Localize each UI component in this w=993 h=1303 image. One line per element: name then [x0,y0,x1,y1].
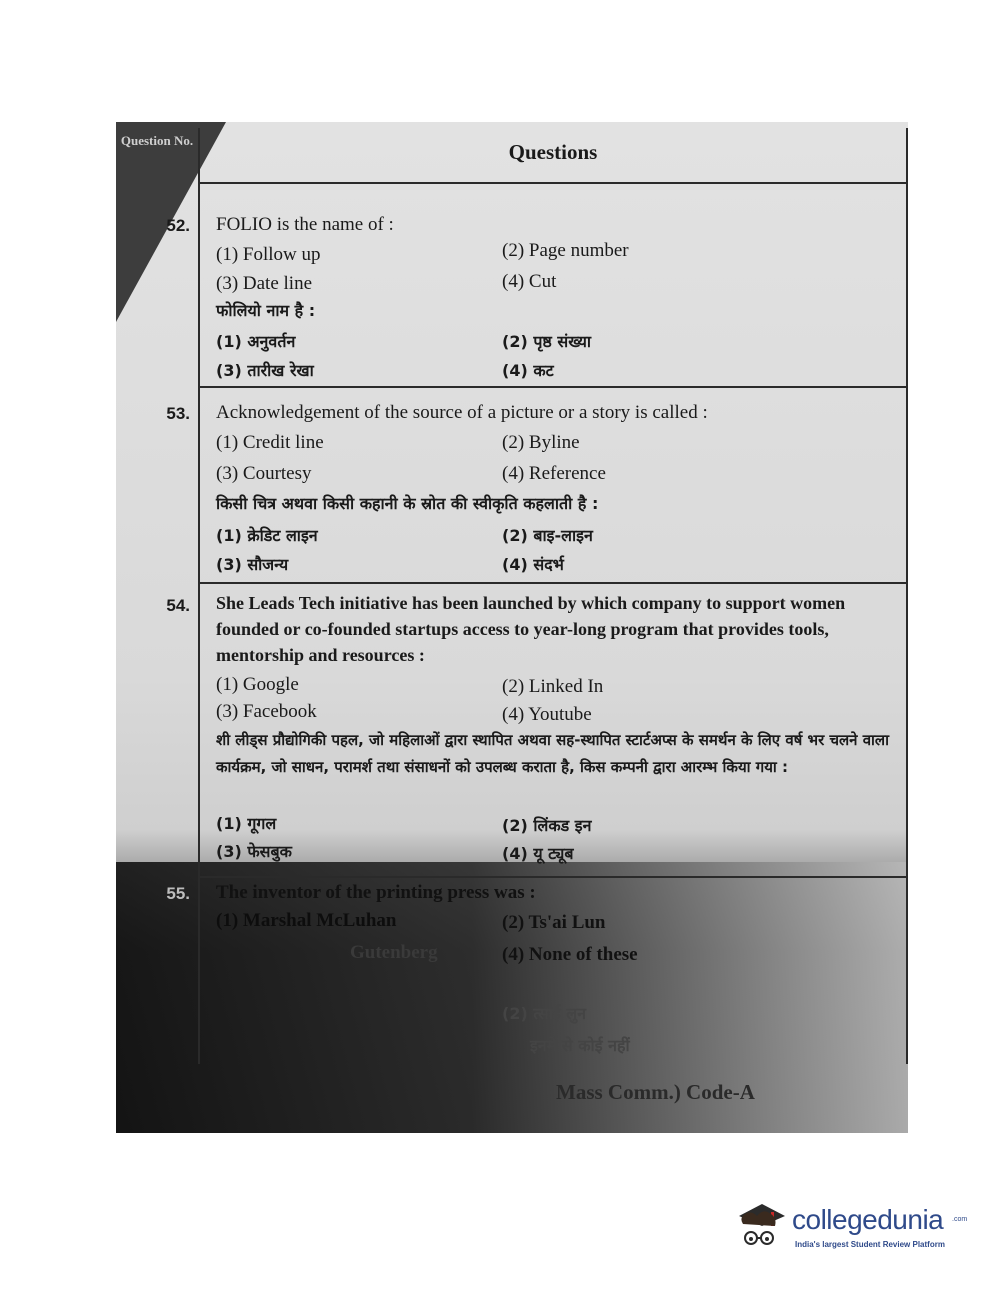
option-1-hi: (1) क्रेडिट लाइन [216,526,318,545]
table-header [120,128,906,184]
question-text-hi: किसी चित्र अथवा किसी कहानी के स्रोत की स्वीकृति कहलाती है : [216,494,599,513]
question-text-en: The inventor of the printing press was : [216,882,536,903]
mascot-icon [735,1198,789,1254]
footer-code: Mass Comm.) Code-A [556,1080,755,1104]
option-1-hi: (1) गूगल [216,814,277,833]
option-3-en: Gutenberg [350,942,438,963]
option-2-en: (2) Page number [502,240,629,261]
option-4-en: (4) Reference [502,463,606,484]
option-1-en: (1) Marshal McLuhan [216,910,397,931]
option-4-hi: इनमें से कोई नहीं [530,1036,630,1055]
option-3-hi: (3) फेसबुक [216,842,292,861]
option-4-en: (4) Youtube [502,704,592,725]
logo-tld: .com [952,1216,968,1223]
option-1-hi: (1) अनुवर्तन [216,332,296,351]
option-4-hi: (4) संदर्भ [502,555,564,574]
question-text-hi: फोलियो नाम है : [216,301,316,320]
option-2-en: (2) Byline [502,432,580,453]
option-2-hi: (2) पृष्ठ संख्या [502,332,592,351]
question-text-en: Acknowledgement of the source of a picture or a story is called : [216,402,708,423]
question-number: 54. [166,596,190,615]
question-row-52 [166,184,906,388]
question-number: 52. [166,216,190,235]
question-text-en: FOLIO is the name of : [216,214,394,235]
question-text-en: She Leads Tech initiative has been launched by which company to support women founded or co-founded startups access to year-long program that provides tools, mentorship and resources : [216,593,846,665]
questions-header: Questions [508,140,598,164]
option-2-en: (2) Linked In [502,676,604,697]
option-2-en: (2) Ts'ai Lun [502,912,606,933]
option-2-hi: (2) लिंकड इन [502,816,592,835]
option-4-hi: (4) यू ट्यूब [502,844,574,863]
option-3-hi: (3) तारीख रेखा [216,361,314,380]
question-no-header: Question No. [120,133,194,148]
option-3-hi: (3) सौजन्य [216,555,289,574]
scanned-page-photo [116,122,908,1133]
logo-tagline: India's largest Student Review Platform [795,1240,945,1249]
option-3-en: (3) Date line [216,273,313,294]
option-3-en: (3) Facebook [216,701,317,722]
question-row-55 [166,876,906,1064]
option-2-hi: (2) बाइ-लाइन [502,526,593,545]
question-number: 55. [166,884,190,903]
option-4-en: (4) None of these [502,944,638,965]
collegedunia-logo [735,1198,968,1258]
option-4-en: (4) Cut [502,271,557,292]
question-number: 53. [166,404,190,423]
option-2-hi: (2) त्साई लुन [502,1004,587,1023]
question-text-hi: शी लीड्स प्रौद्योगिकी पहल, जो महिलाओं द्वारा स्थापित अथवा सह-स्थापित स्टार्टअप्स के समर्थन के लिए वर्ष भर चलने वाला कार्यक्रम, जो साधन, परामर्श तथा संसाधनों को उपलब्ध कराता है, किस कम्पनी द्वारा आरम्भ किया गया : [216,731,889,776]
question-row-53 [166,386,906,584]
questions-table [120,128,908,1064]
option-1-en: (1) Google [216,674,299,695]
option-1-en: (1) Follow up [216,244,321,265]
question-row-54 [166,582,906,878]
option-3-en: (3) Courtesy [216,463,312,484]
option-1-en: (1) Credit line [216,432,324,453]
option-4-hi: (4) कट [502,361,554,380]
logo-wordmark: collegedunia [792,1204,944,1235]
